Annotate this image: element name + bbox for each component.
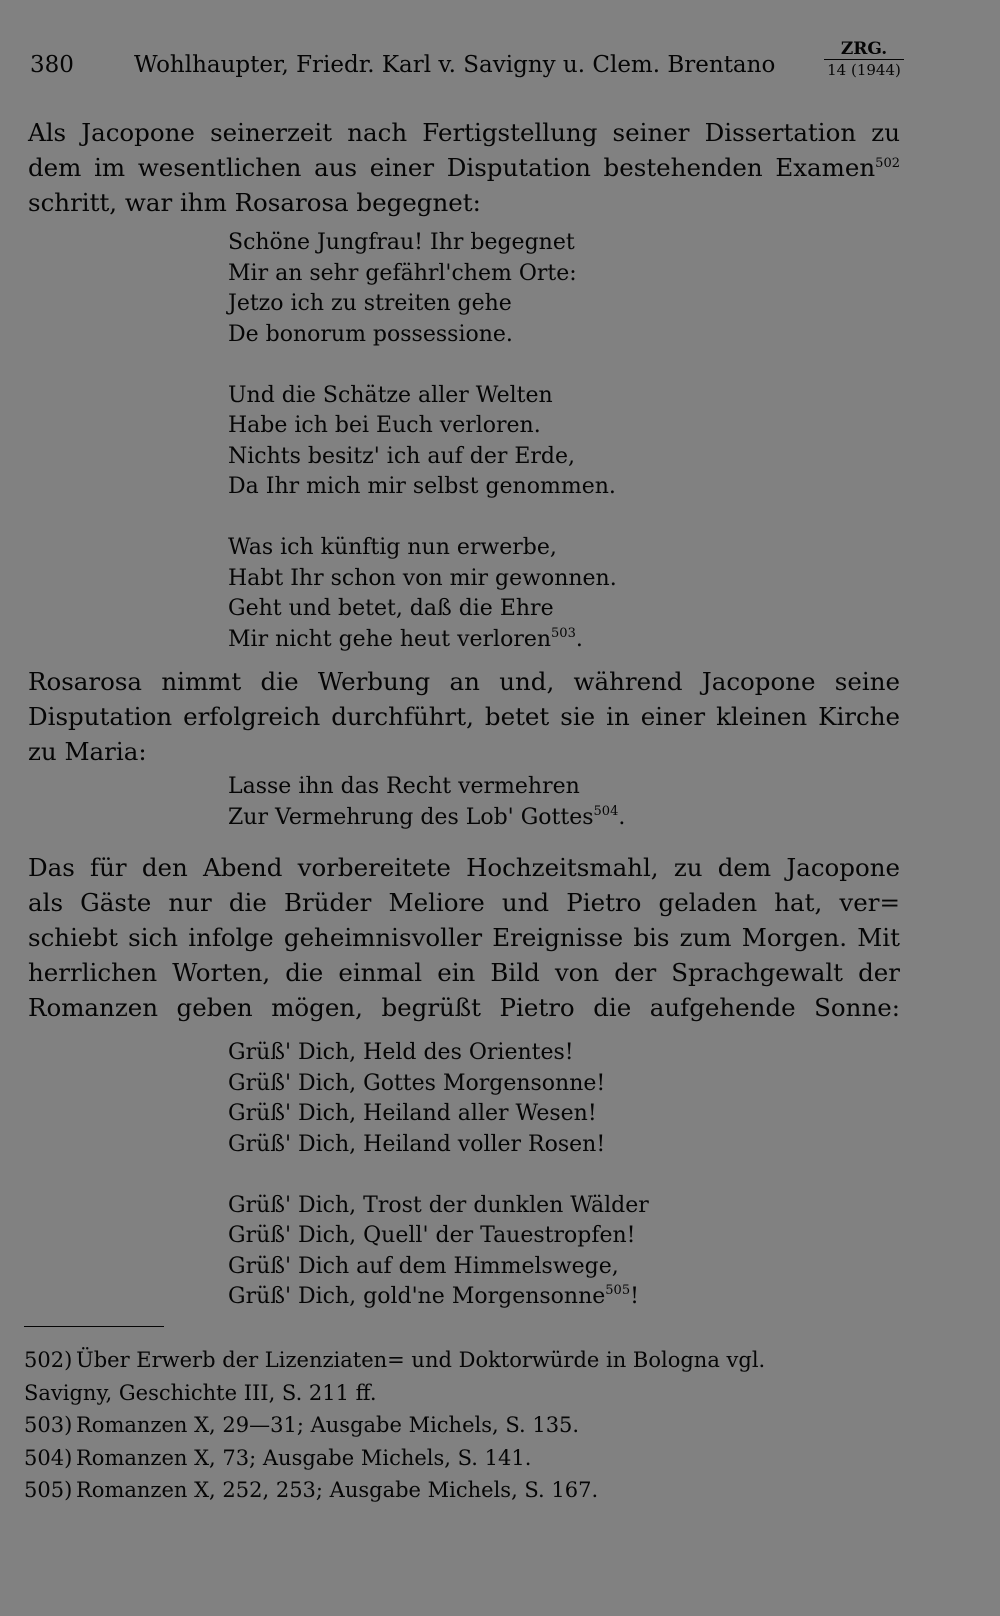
paragraph-line: Disputation erfolgreich durchführt, betet sie in einer kleinen Kirche: [28, 702, 900, 731]
verse-line: Nichts besitz' ich auf der Erde,: [228, 443, 576, 469]
verse-line: Grüß' Dich, Held des Orientes!: [228, 1040, 574, 1065]
footnote-number: 502): [24, 1348, 73, 1372]
verse-line: Jetzo ich zu streiten gehe: [228, 291, 512, 316]
footnote: [24, 1474, 904, 1507]
verse-line: Mir nicht gehe heut verloren$^{503}$.: [228, 625, 583, 652]
verse-block-2: [228, 772, 625, 833]
journal-volume: 14 (1944): [827, 61, 901, 79]
verse-block-3: [228, 1038, 649, 1313]
verse-line: De bonorum possessione.: [228, 321, 513, 347]
footnote-ref: 504: [593, 803, 619, 819]
paragraph-1: [28, 115, 900, 220]
paragraph-line: schiebt sich infolge geheimnisvoller Ereignisse bis zum Morgen. Mit: [28, 923, 900, 952]
verse-line: Lasse ihn das Recht vermehren: [228, 774, 580, 799]
footnote-ref: 502: [875, 156, 900, 171]
paragraph-line: zu Maria:: [28, 737, 147, 766]
paragraph-line: schritt, war ihm Rosarosa begegnet:: [28, 188, 481, 217]
verse-line: Grüß' Dich, Trost der dunklen Wälder: [228, 1192, 649, 1218]
stanza: [228, 533, 617, 655]
paragraph-line: als Gäste nur die Brüder Meliore und Pietro geladen hat, ver=: [28, 888, 900, 917]
paragraph-line: Rosarosa nimmt die Werbung an und, während Jacopone seine: [28, 667, 900, 696]
footnote-continuation: Savigny, Geschichte III, S. 211 ff.: [24, 1380, 377, 1405]
verse-line: Zur Vermehrung des Lob' Gottes$^{504}$.: [228, 803, 626, 830]
footnote-number: 505): [24, 1478, 73, 1502]
footnote-divider: [24, 1326, 164, 1327]
stanza: [228, 1191, 649, 1313]
footnote-ref: 505: [605, 1283, 631, 1298]
verse-line: Grüß' Dich, Quell' der Tauestropfen!: [228, 1223, 636, 1248]
footnote: [24, 1409, 904, 1442]
footnotes: [24, 1344, 904, 1507]
paragraph-3: [28, 850, 900, 1025]
running-head: Wohlhaupter, Friedr. Karl v. Savigny u. Clem. Brentano: [134, 52, 776, 78]
footnote: [24, 1442, 904, 1475]
verse-line: Habt Ihr schon von mir gewonnen.: [228, 565, 617, 591]
verse-line: Geht und betet, daß die Ehre: [228, 596, 554, 621]
stanza: [228, 228, 617, 350]
paragraph-line: Als Jacopone seinerzeit nach Fertigstellung seiner Dissertation zu: [28, 118, 900, 147]
verse-line: Grüß' Dich auf dem Himmelswege,: [228, 1253, 619, 1279]
paragraph-line: Romanzen geben mögen, begrüßt Pietro die aufgehende Sonne:: [28, 993, 900, 1022]
paragraph-line: herrlichen Worten, die einmal ein Bild von der Sprachgewalt der: [28, 958, 900, 987]
paragraph-line: [28, 150, 900, 185]
stanza: [228, 381, 617, 503]
verse-line: Habe ich bei Euch verloren.: [228, 413, 541, 438]
journal-reference: [824, 40, 904, 79]
verse-line-text: Zur Vermehrung des Lob' Gottes: [228, 804, 594, 830]
verse-line: Grüß' Dich, Heiland voller Rosen!: [228, 1131, 606, 1157]
stanza: [228, 1038, 649, 1160]
verse-line: Grüß' Dich, gold'ne Morgensonne$^{505}$!: [228, 1283, 639, 1309]
footnote-text: Romanzen X, 29—31; Ausgabe Michels, S. 135.: [76, 1413, 580, 1437]
journal-abbreviation: ZRG.: [824, 40, 904, 60]
verse-line: Da Ihr mich mir selbst genommen.: [228, 474, 616, 499]
paragraph-line-text: dem im wesentlichen aus einer Disputation bestehenden Examen: [28, 153, 876, 182]
verse-block-1: [228, 228, 617, 655]
verse-line: Und die Schätze aller Welten: [228, 382, 553, 408]
footnote-text: Romanzen X, 73; Ausgabe Michels, S. 141.: [76, 1445, 532, 1470]
footnote-text: Über Erwerb der Lizenziaten= und Doktorwürde in Bologna vgl.: [76, 1348, 766, 1372]
verse-line: Mir an sehr gefährl'chem Orte:: [228, 260, 577, 286]
footnote-number: 503): [24, 1413, 73, 1437]
page-header: [30, 39, 910, 88]
verse-line-text: Grüß' Dich, gold'ne Morgensonne: [228, 1284, 606, 1309]
footnote-number: 504): [24, 1445, 73, 1470]
paragraph-2: [28, 664, 900, 769]
verse-line: Was ich künftig nun erwerbe,: [228, 535, 557, 560]
verse-line: Grüß' Dich, Gottes Morgensonne!: [228, 1070, 606, 1096]
footnote: [24, 1344, 904, 1409]
footnote-text: Romanzen X, 252, 253; Ausgabe Michels, S. 167.: [76, 1478, 599, 1502]
paragraph-line: Das für den Abend vorbereitete Hochzeitsmahl, zu dem Jacopone: [28, 853, 900, 882]
verse-line-text: Mir nicht gehe heut verloren: [228, 626, 552, 652]
footnote-ref: 503: [551, 625, 576, 641]
page-number: 380: [30, 52, 74, 78]
verse-line: Grüß' Dich, Heiland aller Wesen!: [228, 1101, 597, 1126]
verse-line: Schöne Jungfrau! Ihr begegnet: [228, 230, 575, 255]
